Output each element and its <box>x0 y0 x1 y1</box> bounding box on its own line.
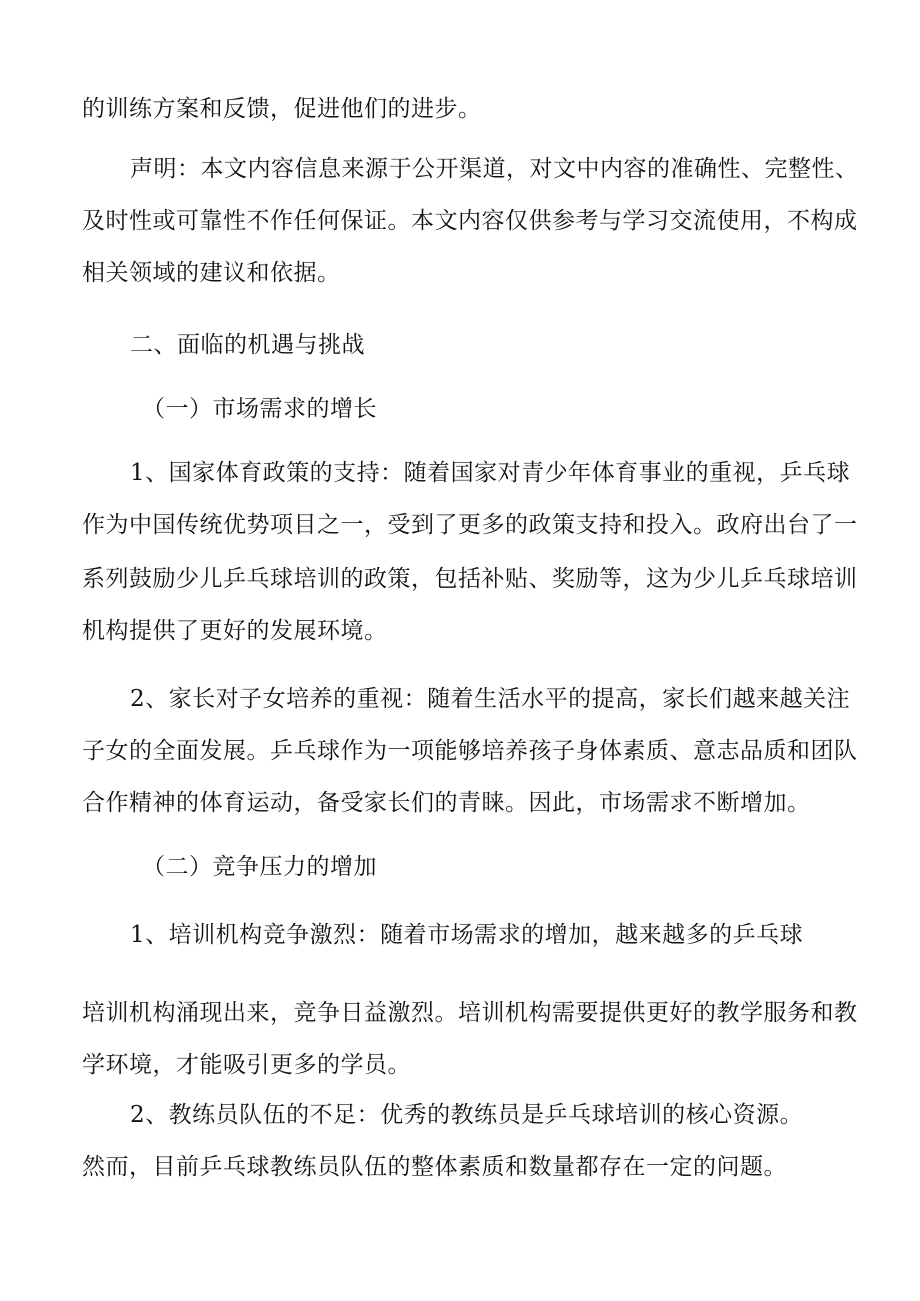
disclaimer-line: 及时性或可靠性不作任何保证。本文内容仅供参考与学习交流使用，不构成 <box>82 208 858 234</box>
paragraph-line: 然而，目前乒乓球教练员队伍的整体素质和数量都存在一定的问题。 <box>82 1154 787 1180</box>
paragraph-line: 2、家长对子女培养的重视：随着生活水平的提高，家长们越来越关注 <box>130 686 851 712</box>
paragraph-line: 学环境，才能吸引更多的学员。 <box>82 1052 411 1078</box>
paragraph-line: 子女的全面发展。乒乓球作为一项能够培养孩子身体素质、意志品质和团队 <box>82 738 858 764</box>
paragraph-line: 作为中国传统优势项目之一，受到了更多的政策支持和投入。政府出台了一 <box>82 512 858 538</box>
paragraph-line: 的训练方案和反馈，促进他们的进步。 <box>82 96 482 122</box>
subsection-heading: （二）竞争压力的增加 <box>142 854 377 880</box>
paragraph-line: 2、教练员队伍的不足：优秀的教练员是乒乓球培训的核心资源。 <box>130 1102 804 1128</box>
paragraph-line: 1、培训机构竞争激烈：随着市场需求的增加，越来越多的乒乓球 <box>130 922 804 948</box>
paragraph-line: 机构提供了更好的发展环境。 <box>82 618 388 644</box>
disclaimer-line: 相关领域的建议和依据。 <box>82 260 341 286</box>
paragraph-line: 培训机构涌现出来，竞争日益激烈。培训机构需要提供更好的教学服务和教 <box>82 1000 858 1026</box>
paragraph-line: 1、国家体育政策的支持：随着国家对青少年体育事业的重视，乒乓球 <box>130 460 851 486</box>
disclaimer-line: 声明：本文内容信息来源于公开渠道，对文中内容的准确性、完整性、 <box>130 156 859 182</box>
subsection-heading: （一）市场需求的增长 <box>142 396 377 422</box>
section-heading: 二、面临的机遇与挑战 <box>130 332 365 358</box>
paragraph-line: 合作精神的体育运动，备受家长们的青睐。因此，市场需求不断增加。 <box>82 790 811 816</box>
paragraph-line: 系列鼓励少儿乒乓球培训的政策，包括补贴、奖励等，这为少儿乒乓球培训 <box>82 566 858 592</box>
